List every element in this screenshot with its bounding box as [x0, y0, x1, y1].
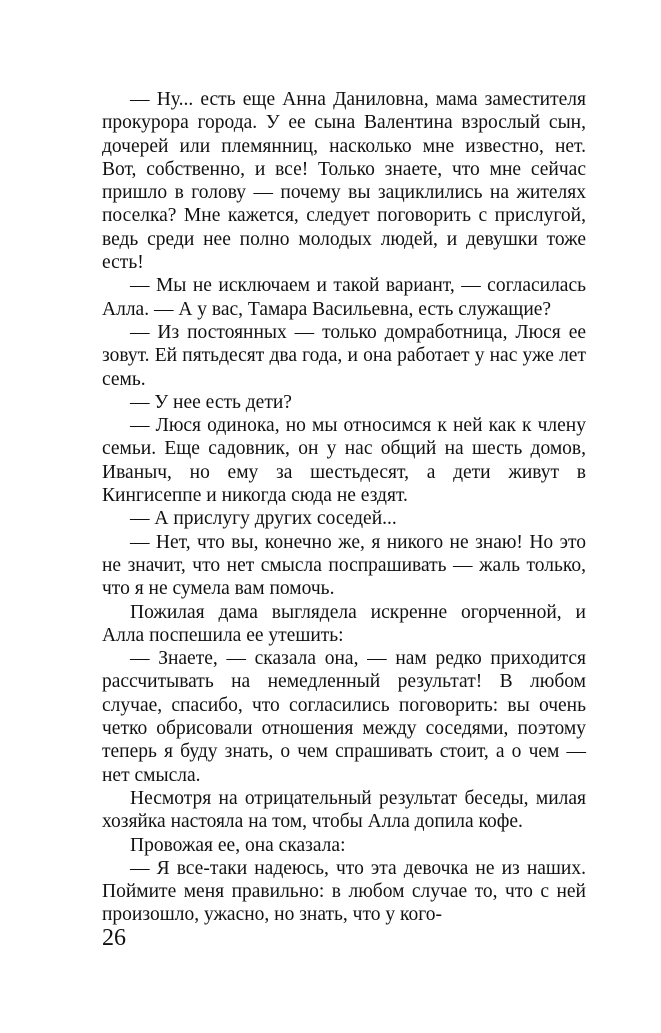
paragraph: — Нет, что вы, конечно же, я никого не знаю! Но это не значит, что нет смысла поспрашивать — жаль только, что я не сумела вам помочь.: [102, 531, 586, 600]
page-number: 26: [102, 925, 126, 951]
paragraph: Пожилая дама выглядела искренне огорченной, и Алла поспешила ее утешить:: [102, 601, 586, 646]
paragraph: — Я все-таки надеюсь, что эта девочка не из наших. Поймите меня правильно: в любом случае то, что с ней произошло, ужасно, но знать, что у кого-: [102, 857, 586, 926]
paragraph: — Ну... есть еще Анна Даниловна, мама заместителя прокурора города. У ее сына Валентина взрослый сын, дочерей или племянниц, насколько мне известно, нет. Вот, собственно, и все! Только знаете, что мне сейчас пришло в голову — почему вы зациклились на жителях поселка? Мне кажется, следует поговорить с прислугой, ведь среди нее полно молодых людей, и девушки тоже есть!: [102, 89, 586, 274]
paragraph: — У нее есть дети?: [130, 391, 292, 413]
paragraph: Провожая ее, она сказала:: [130, 834, 346, 856]
paragraph: — Мы не исключаем и такой вариант, — согласилась Алла. — А у вас, Тамара Васильевна, есть служащие?: [102, 275, 586, 320]
paragraph: — А прислугу других соседей...: [130, 508, 397, 530]
page-text: [102, 88, 586, 927]
paragraph: — Знаете, — сказала она, — нам редко приходится рассчитывать на немедленный результат! В любом случае, спасибо, что согласились поговорить: вы очень четко обрисовали отношения между соседями, поэтому теперь я буду знать, о чем спрашивать стоит, а о чем — нет смысла.: [102, 648, 586, 786]
paragraph: — Из постоянных — только домработница, Люся ее зовут. Ей пятьдесят два года, и она работает у нас уже лет семь.: [102, 321, 586, 390]
paragraph: Несмотря на отрицательный результат беседы, милая хозяйка настояла на том, чтобы Алла допила кофе.: [102, 787, 586, 833]
paragraph: — Люся одинока, но мы относимся к ней как к члену семьи. Еще садовник, он у нас общий на шесть домов, Иваныч, но ему за шестьдесят, а дети живут в Кингисеппе и никогда сюда не ездят.: [102, 415, 586, 507]
